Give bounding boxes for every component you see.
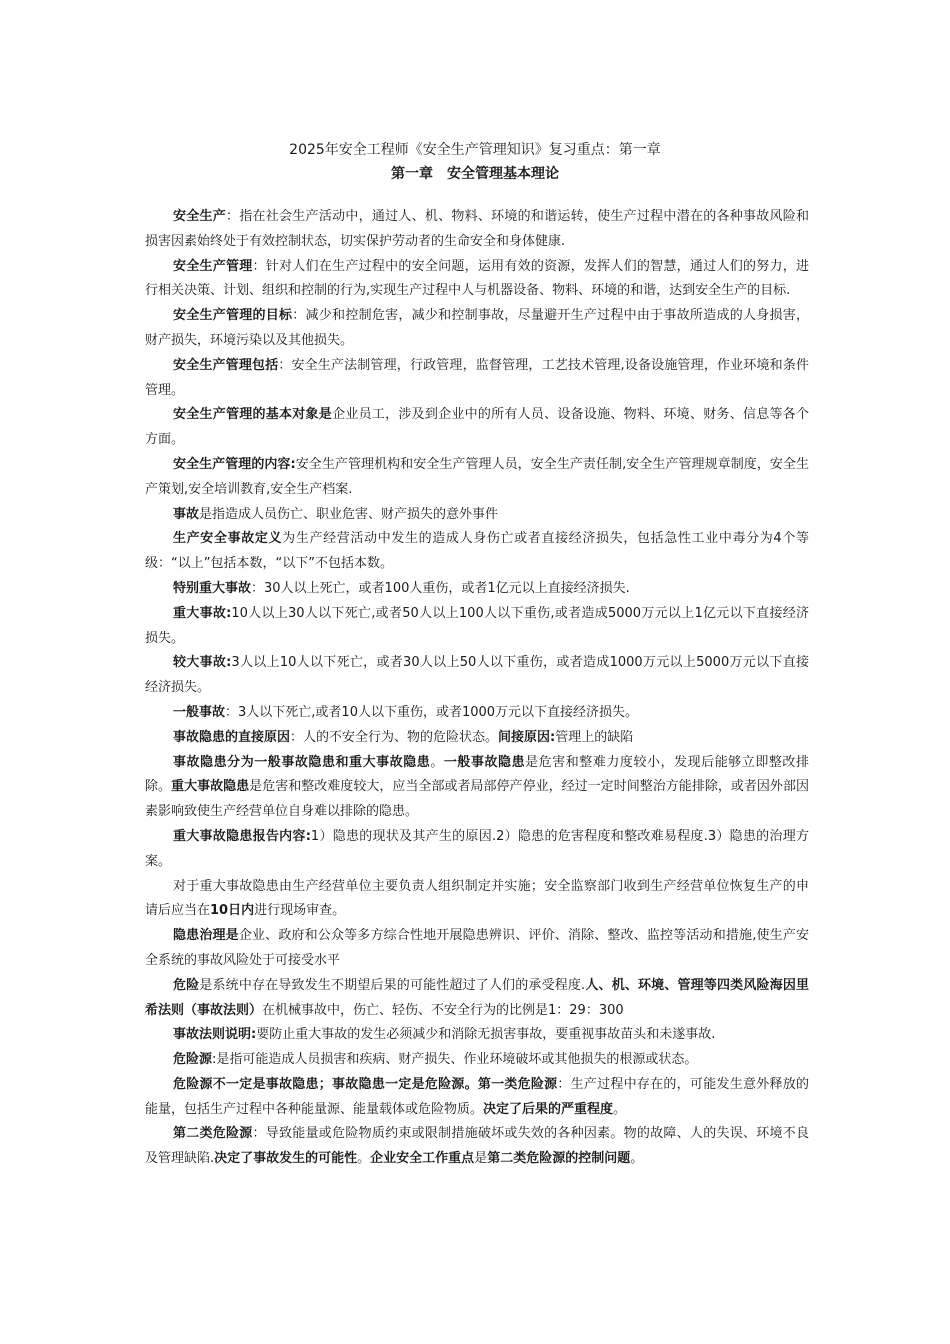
- text-run: :是指可能造成人员损害和疾病、财产损失、作业环境破坏或其他损失的根源或状态。: [212, 1052, 698, 1068]
- paragraph: [145, 875, 809, 925]
- text-run: 。: [630, 1151, 644, 1167]
- paragraph: [145, 726, 809, 751]
- paragraph: [145, 825, 809, 875]
- text-run: 要防止重大事故的发生必须减少和消除无损害事故，要重视事故苗头和未遂事故.: [256, 1027, 716, 1043]
- paragraph: [145, 453, 809, 503]
- bold-term: 危险源不一定是事故隐患；事故隐患一定是危险源。第一类危险源: [173, 1076, 558, 1092]
- paragraph: [145, 304, 809, 354]
- paragraph: [145, 527, 809, 577]
- bold-term: 隐患治理是: [173, 928, 239, 944]
- paragraph: [145, 701, 809, 726]
- text-run: 管理上的缺陷: [555, 729, 634, 745]
- document-body: [145, 205, 809, 1172]
- bold-term: 重大事故隐患: [171, 779, 250, 795]
- bold-term: 企业安全工作重点: [370, 1151, 475, 1167]
- bold-term: 较大事故:: [173, 655, 232, 671]
- bold-term: 危险: [173, 977, 200, 993]
- bold-term: 危险源: [173, 1052, 213, 1068]
- bold-term: 安全生产管理的基本对象是: [173, 407, 333, 423]
- paragraph: [145, 974, 809, 1024]
- paragraph: [145, 1023, 809, 1048]
- bold-term: 安全生产管理包括: [173, 357, 279, 373]
- bold-term: 决定了后果的严重程度: [483, 1101, 614, 1117]
- bold-term: 安全生产管理的内容:: [173, 456, 296, 472]
- text-run: ：生产过程中存在的，可能发生意外释放的能量，包括生产过程中各种能量源、能量载体或危险物质。: [145, 1076, 809, 1117]
- text-run: 在机械事故中，伤亡、轻伤、不安全行为的比例是1：29：300: [262, 1002, 624, 1018]
- bold-term: 人、机、环境、管理等四类风险海因里希法则（事故法则）: [145, 977, 809, 1018]
- bold-term: 重大事故:: [173, 605, 232, 621]
- paragraph: [145, 1073, 809, 1123]
- bold-term: 生产安全事故定义: [173, 531, 283, 547]
- paragraph: [145, 205, 809, 255]
- text-run: 是危害和整难力度较小，发现后能够立即整改排除。: [145, 754, 809, 795]
- bold-term: 安全生产: [173, 209, 227, 224]
- text-run: 安全生产管理机构和安全生产管理人员，安全生产责任制,安全生产管理规章制度，安全生产策划,安全培训教育,安全生产档案.: [145, 456, 809, 497]
- text-run: 进行现场审查。: [254, 903, 346, 919]
- bold-term: 事故隐患的直接原因: [173, 729, 291, 745]
- text-run: 1）隐患的现状及其产生的原因.2）隐患的危害程度和整改难易程度.3）隐患的治理方案。: [145, 828, 809, 869]
- bold-term: 事故: [173, 506, 200, 522]
- text-run: ：人的不安全行为、物的危险状态。: [290, 729, 499, 745]
- text-run: 。: [357, 1151, 371, 1167]
- paragraph: [145, 651, 809, 701]
- bold-term: 间接原因:: [498, 729, 556, 745]
- bold-term: 事故隐患分为一般事故隐患和重大事故隐患: [173, 754, 431, 770]
- paragraph: [145, 503, 809, 528]
- bold-term: 第二类危险源: [173, 1126, 253, 1142]
- paragraph: [145, 1048, 809, 1073]
- bold-term: 一般事故: [173, 704, 226, 720]
- chapter-title: 第一章 安全管理基本理论: [391, 166, 559, 182]
- bold-term: 安全生产管理: [173, 258, 253, 274]
- paragraph: [145, 751, 809, 825]
- text-run: 。: [430, 754, 444, 770]
- text-run: 是指造成人员伤亡、职业危害、财产损失的意外事件: [199, 506, 499, 522]
- text-run: 3人以上10人以下死亡，或者30人以上50人以下重伤，或者造成1000万元以上5000万元以下直接经济损失。: [145, 655, 809, 696]
- text-run: ：减少和控制危害，减少和控制事故，尽量避开生产过程中由于事故所造成的人身损害，财产损失，环境污染以及其他损失。: [145, 308, 809, 348]
- text-run: ：3人以下死亡,或者10人以下重伤，或者1000万元以下直接经济损失。: [225, 704, 639, 720]
- bold-term: 决定了事故发生的可能性: [214, 1151, 358, 1167]
- text-run: ：30人以上死亡，或者100人重伤，或者1亿元以上直接经济损失.: [251, 580, 630, 596]
- text-run: 为生产经营活动中发生的造成人身伤亡或者直接经济损失，包括急性工业中毒分为4个等级：“以上”包括本数，“以下”不包括本数。: [145, 531, 809, 572]
- bold-term: 特别重大事故: [173, 580, 252, 596]
- text-run: 10人以上30人以下死亡,或者50人以上100人以下重伤,或者造成5000万元以上1亿元以下直接经济损失。: [145, 605, 810, 646]
- text-run: ：针对人们在生产过程中的安全问题，运用有效的资源，发挥人们的智慧，通过人们的努力，进行相关决策、计划、组织和控制的行为,实现生产过程中人与机器设备、物料、环境的和谐，达到安全生产的目标.: [145, 258, 809, 299]
- text-run: 是: [474, 1151, 488, 1167]
- text-run: ：导致能量或危险物质约束或限制措施破坏或失效的各种因素。物的故障、人的失误、环境不良及管理缺陷.: [145, 1126, 809, 1167]
- text-run: 企业、政府和公众等多方综合性地开展隐患辨识、评价、消除、整改、监控等活动和措施,使生产安全系统的事故风险处于可接受水平: [145, 928, 809, 968]
- paragraph: [145, 255, 809, 305]
- text-run: ：指在社会生产活动中，通过人、机、物料、环境的和谐运转，使生产过程中潜在的各种事故风险和损害因素始终处于有效控制状态，切实保护劳动者的生命安全和身体健康.: [145, 209, 809, 249]
- text-run: 企业员工，涉及到企业中的所有人员、设备设施、物料、环境、财务、信息等各个方面。: [145, 407, 809, 448]
- paragraph: [145, 924, 809, 974]
- bold-term: 一般事故隐患: [443, 754, 526, 770]
- bold-term: 安全生产管理的目标: [173, 308, 293, 324]
- text-run: 对于重大事故隐患由生产经营单位主要负责人组织制定并实施；安全监察部门收到生产经营单位恢复生产的申请后应当在: [145, 878, 809, 919]
- text-run: 是危害和整改难度较大，应当全部或者局部停产停业，经过一定时间整治方能排除，或者因外部因素影响致使生产经营单位自身难以排除的隐患。: [145, 779, 809, 820]
- paragraph: [145, 602, 809, 652]
- paragraph: [145, 403, 809, 453]
- text-run: 是系统中存在导致发生不期望后果的可能性超过了人们的承受程度.: [199, 977, 586, 993]
- text-run: ：安全生产法制管理，行政管理，监督管理，工艺技术管理,设备设施管理，作业环境和条件管理。: [145, 357, 809, 398]
- paragraph: [145, 577, 809, 602]
- document-title: 2025年安全工程师《安全生产管理知识》复习重点：第一章: [289, 142, 661, 158]
- bold-term: 重大事故隐患报告内容:: [173, 828, 311, 844]
- bold-term: 事故法则说明:: [173, 1027, 257, 1043]
- bold-term: 10日内: [210, 903, 255, 919]
- bold-term: 第二类危险源的控制问题: [487, 1151, 631, 1167]
- paragraph: [145, 354, 809, 404]
- paragraph: [145, 1122, 809, 1172]
- text-run: 。: [613, 1101, 627, 1117]
